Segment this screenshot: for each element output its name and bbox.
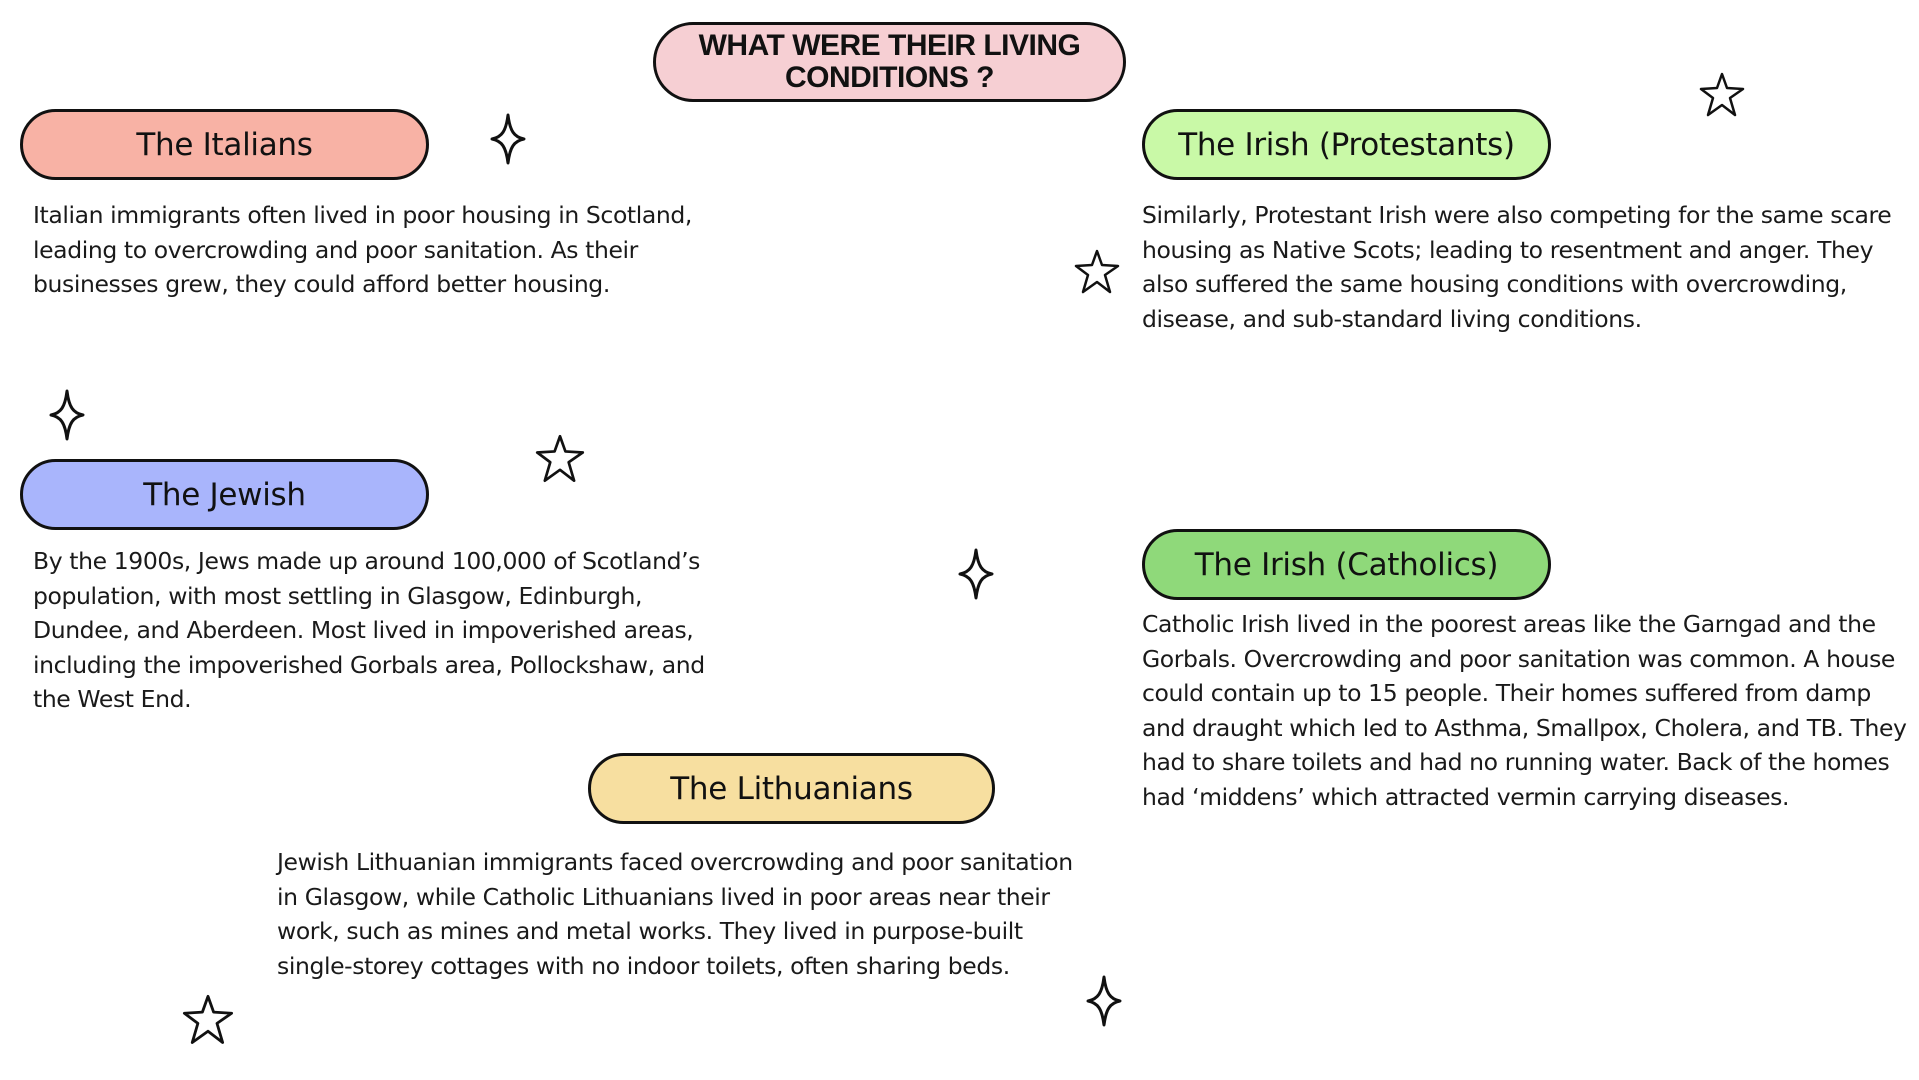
irish-protestants-heading: The Irish (Protestants) bbox=[1142, 109, 1551, 180]
jewish-text: By the 1900s, Jews made up around 100,000 of Scotland’s population, with most settling in Glasgow, Edinburgh, Dundee, and Aberdeen. Most lived in impoverished areas, including the impoverished Gorbals area, Pollockshaw, and the West End. bbox=[33, 547, 705, 713]
page-title-line-2: CONDITIONS ? bbox=[785, 61, 994, 94]
sparkle-icon bbox=[49, 389, 85, 441]
star-icon bbox=[181, 992, 235, 1048]
italians-text: Italian immigrants often lived in poor housing in Scotland, leading to overcrowding and poor sanitation. As their businesses grew, they could afford better housing. bbox=[33, 201, 692, 298]
jewish-heading: The Jewish bbox=[20, 459, 429, 530]
italians-heading: The Italians bbox=[20, 109, 429, 180]
star-icon bbox=[1073, 246, 1121, 298]
sparkle-icon bbox=[490, 113, 526, 165]
star-icon bbox=[1698, 71, 1746, 119]
irish-catholics-text: Catholic Irish lived in the poorest areas like the Garngad and the Gorbals. Overcrowding and poor sanitation was common. A house could contain up to 15 people. Their homes suffered from damp and draught which led to Asthma, Smallpox, Cholera, and TB. They had to share toilets and had no running water. Back of the homes had ‘middens’ which attracted vermin carrying diseases. bbox=[1142, 610, 1907, 811]
irish-catholics-heading: The Irish (Catholics) bbox=[1142, 529, 1551, 600]
page-title bbox=[653, 22, 1126, 102]
page-title-line-1: WHAT WERE THEIR LIVING bbox=[698, 29, 1081, 62]
lithuanians-text: Jewish Lithuanian immigrants faced overcrowding and poor sanitation in Glasgow, while Catholic Lithuanians lived in poor areas near their work, such as mines and metal works. They lived in purpose-built single-storey cottages with no indoor toilets, often sharing beds. bbox=[277, 848, 1073, 980]
lithuanians-heading: The Lithuanians bbox=[588, 753, 995, 824]
irish-protestants-text: Similarly, Protestant Irish were also competing for the same scare housing as Native Scots; leading to resentment and anger. They also suffered the same housing conditions with overcrowding, disease, and sub-standard living conditions. bbox=[1142, 201, 1892, 333]
sparkle-icon bbox=[958, 548, 994, 600]
star-icon bbox=[532, 433, 588, 485]
sparkle-icon bbox=[1086, 975, 1122, 1027]
